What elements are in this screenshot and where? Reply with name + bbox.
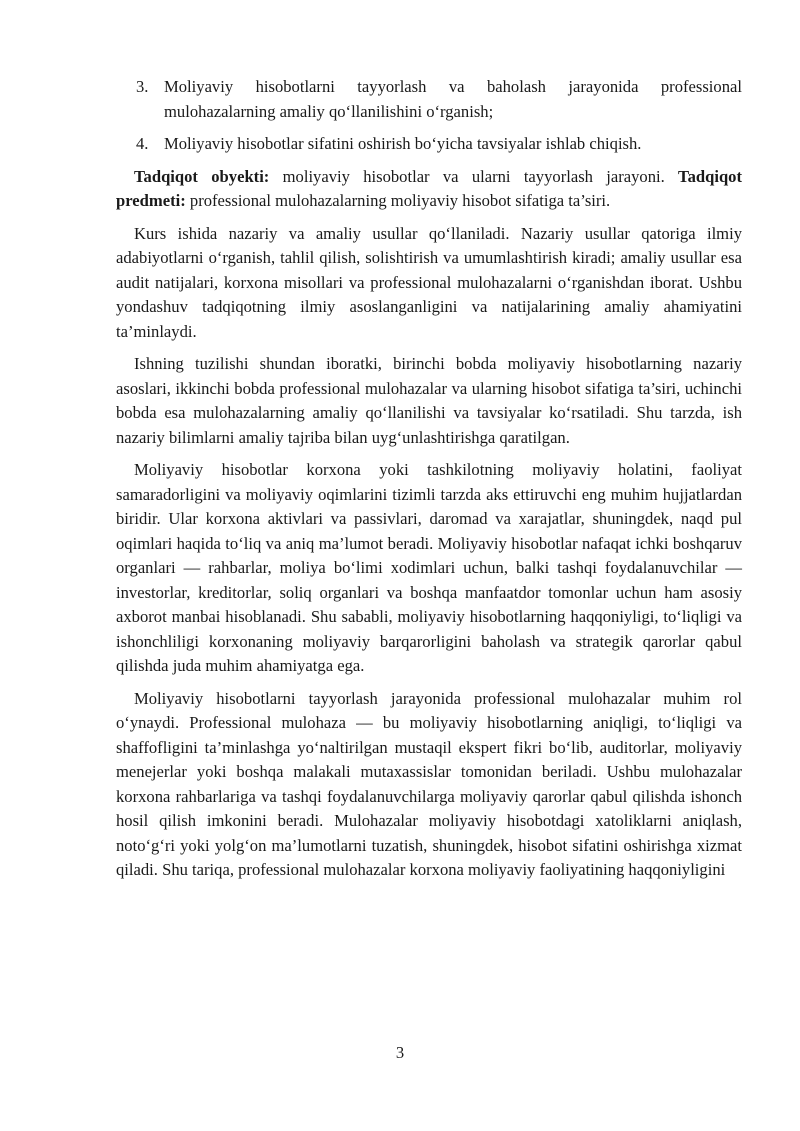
list-item-number: 3. [136, 77, 149, 96]
research-subject-label: Tadqiqot predmeti: [116, 166, 743, 210]
research-object-label: Tadqiqot obyekti: [134, 166, 270, 186]
list-item [116, 75, 742, 124]
list-item-text: Moliyaviy hisobotlar sifatini oshirish bo‘yicha tavsiyalar ishlab chiqish. [164, 134, 642, 153]
research-object-text: moliyaviy hisobotlar va ularni tayyorlash jarayoni. [269, 166, 679, 186]
list-item [116, 132, 742, 157]
paragraph-structure: Ishning tuzilishi shundan iboratki, birinchi bobda moliyaviy hisobotlarning nazariy asoslari, ikkinchi bobda professional mulohazalar va ularning hisobot sifatiga ta’siri, uchinchi bobda esa mulohazalarning amaliy qo‘llanilishi va tavsiyalar ko‘rsatiladi. Shu tarzda, ish nazariy bilimlarni amaliy tajriba bilan uyg‘unlashtirishga qaratilgan. [116, 354, 742, 447]
list-item-text: Moliyaviy hisobotlarni tayyorlash va baholash jarayonida professional mulohazalarning amaliy qo‘llanilishini o‘rganish; [164, 77, 742, 121]
research-subject-text: professional mulohazalarning moliyaviy hisobot sifatiga ta’siri. [185, 191, 611, 210]
paragraph-professional-judgment: Moliyaviy hisobotlarni tayyorlash jarayonida professional mulohazalar muhim rol o‘ynaydi. Professional mulohaza — bu moliyaviy hisobotlarning aniqligi, to‘liqligi va shaffofligini ta’minlashga yo‘naltirilgan mustaqil ekspert fikri bo‘lib, auditorlar, moliyaviy menejerlar yoki boshqa malakali mutaxassislar tomonidan beriladi. Ushbu mulohazalar korxona rahbarlariga va tashqi foydalanuvchilarga moliyaviy qarorlar qabul qilishda ishonch hosil qilish imkonini beradi. Mulohazalar moliyaviy hisobotdagi xatoliklarni aniqlash, noto‘g‘ri yoki yolg‘on ma’lumotlarni tuzatish, shuningdek, hisobot sifatini oshirishga xizmat qiladi. Shu tariqa, professional mulohazalar korxona moliyaviy faoliyatining haqqoniyligini [116, 688, 742, 879]
research-object-paragraph [116, 165, 742, 214]
paragraph-methods: Kurs ishida nazariy va amaliy usullar qo‘llaniladi. Nazariy usullar qatoriga ilmiy adabiyotlarni o‘rganish, tahlil qilish, solishtirish va umumlashtirish kiradi; amaliy usullar esa audit natijalari, korxona misollari va professional mulohazalarni o‘rganishdan iborat. Ushbu yondashuv tadqiqotning ilmiy asoslanganligini va natijalarining amaliy ahamiyatini ta’minlaydi. [116, 223, 742, 341]
page-number: 3 [395, 1043, 405, 1062]
list-item-number: 4. [136, 134, 149, 153]
page-content [116, 75, 742, 891]
objectives-list [116, 75, 742, 157]
paragraph-financial-reports: Moliyaviy hisobotlar korxona yoki tashkilotning moliyaviy holatini, faoliyat samaradorligini va moliyaviy oqimlarini tizimli tarzda aks ettiruvchi eng muhim hujjatlardan biridir. Ular korxona aktivlari va passivlari, daromad va xarajatlar, shuningdek, naqd pul oqimlari haqida to‘liq va aniq ma’lumot beradi. Moliyaviy hisobotlar nafaqat ichki boshqaruv organlari — rahbarlar, moliya bo‘limi xodimlari uchun, balki tashqi foydalanuvchilar — investorlar, kreditorlar, soliq organlari va boshqa manfaatdor tomonlar uchun ham asosiy axborot manbai hisoblanadi. Shu sababli, moliyaviy hisobotlarning haqqoniyligi, to‘liqligi va ishonchliligi korxonaning moliyaviy barqarorligini baholash va strategik qarorlar qabul qilishda juda muhim ahamiyatga ega. [116, 460, 742, 675]
